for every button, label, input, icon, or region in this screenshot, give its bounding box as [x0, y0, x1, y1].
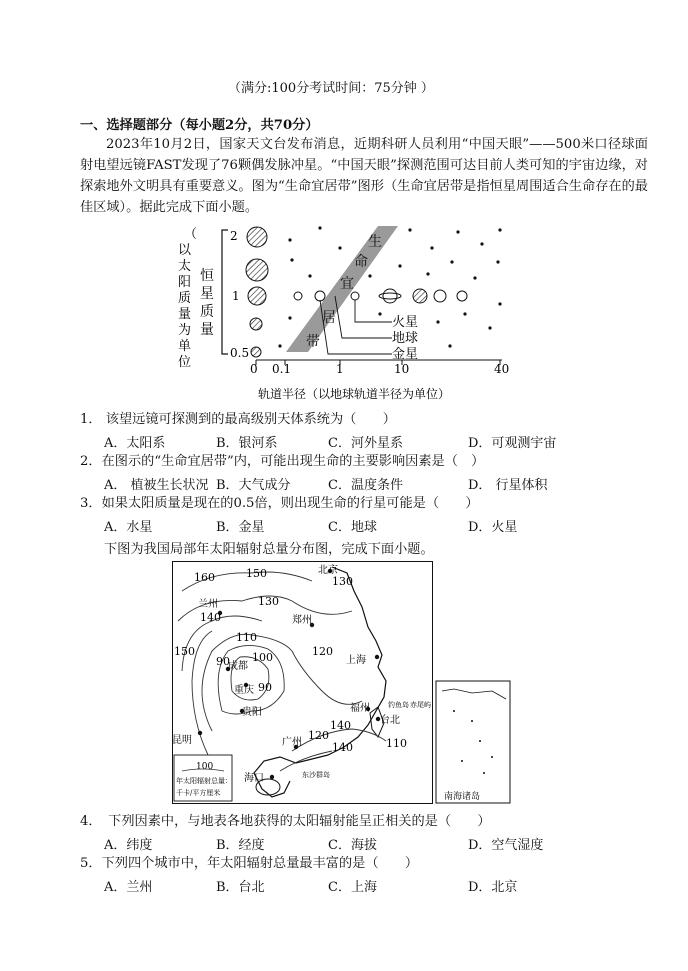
question-5-options	[104, 876, 664, 896]
isoline-value: 140	[332, 741, 353, 754]
question-2-stem: 2．在图示的“生命宜居带”内，可能出现生命的主要影响因素是（ ）	[80, 454, 485, 469]
inset-frame	[436, 681, 510, 803]
city-label: 成都	[228, 661, 248, 672]
planet-label-mars: 火星	[392, 315, 419, 330]
y-tick-05: 0.5	[230, 346, 250, 360]
y-label-char: （	[184, 227, 198, 242]
city-label: 兰州	[198, 599, 218, 610]
isoline-value: 130	[258, 595, 279, 608]
isoline-value: 90	[216, 655, 230, 668]
island-label: 赤尾屿	[410, 701, 431, 709]
habitable-zone-figure	[170, 218, 530, 408]
inset-label: 南海诸岛	[444, 792, 481, 802]
y-label-char: 质	[200, 304, 214, 320]
band-char: 生	[368, 234, 382, 250]
x-tick: 0	[250, 362, 258, 376]
option: B．金星	[216, 520, 265, 535]
option: C．海拔	[328, 838, 377, 853]
planet-label-venus: 金星	[392, 347, 419, 362]
city-label: 贵阳	[242, 707, 262, 718]
y-tick-2: 2	[230, 229, 238, 243]
y-bracket	[222, 230, 228, 354]
intro-paragraph-2: 下图为我国局部年太阳辐射总量分布图，完成下面小题。	[104, 542, 434, 557]
legend-text-line1: 年太阳辐射总量：	[176, 777, 232, 785]
option: C．河外星系	[328, 436, 403, 451]
option: D． 行星体积	[468, 478, 548, 493]
option: D．可观测宇宙	[468, 436, 557, 451]
y-label-char: 位	[178, 355, 192, 370]
question-2-options	[104, 474, 664, 494]
legend-text-line2: 千卡/平方厘米	[176, 789, 221, 797]
city-label: 北京	[318, 565, 338, 576]
x-tick: 1	[336, 362, 344, 376]
question-4-options	[104, 834, 664, 854]
isoline-value: 120	[308, 729, 329, 742]
question-1-options	[104, 432, 664, 452]
question-1-stem: 1． 该望远镜可探测到的最高级别天体系统为（ ）	[80, 412, 396, 427]
island-label: 东沙群岛	[302, 771, 330, 779]
isoline-value: 150	[174, 645, 195, 658]
y-label-char: 以	[178, 243, 192, 258]
y-label-char: 星	[200, 286, 214, 302]
section-title: 一、选择题部分（每小题2分，共70分）	[80, 118, 319, 133]
y-label-char: 量	[178, 307, 192, 322]
question-3-stem: 3．如果太阳质量是现在的0.5倍，则出现生命的行星可能是（ ）	[80, 496, 479, 511]
y-label-char: 单	[178, 339, 192, 354]
option: B．经度	[216, 838, 265, 853]
isoline-value: 90	[258, 681, 272, 694]
option: C．温度条件	[328, 478, 403, 493]
y-label-outer	[178, 227, 197, 370]
isoline-value: 120	[312, 645, 333, 658]
y-label-inner	[200, 267, 214, 338]
star-column	[246, 227, 268, 357]
solar-radiation-map	[172, 561, 512, 805]
option: A． 植被生长状况	[104, 478, 209, 493]
band-char: 居	[322, 310, 336, 326]
isoline-value: 140	[330, 719, 351, 732]
y-label-char: 质	[178, 291, 192, 306]
isoline-value: 160	[194, 571, 215, 584]
isoline-value: 130	[332, 575, 353, 588]
option: D．火星	[468, 520, 518, 535]
option: C．上海	[328, 880, 377, 895]
legend-value: 100	[196, 762, 214, 772]
x-tick: 40	[494, 362, 510, 376]
y-label-char: 为	[178, 323, 192, 338]
intro-text-1: 2023年10月2日，国家天文台发布消息，近期科研人员利用“中国天眼”——500米口径球面射电望远镜FAST发现了76颗偶发脉冲星。“中国天眼”探测范围可达目前人类可知的宇宙边缘，对探索地外文明具有重要意义。图为“生命宜居带”图形（生命宜居带是指恒星周围适合生命存在的最佳区域）。据此完成下面小题。	[80, 137, 648, 215]
option: B．银河系	[216, 436, 278, 451]
isoline-value: 110	[386, 737, 407, 750]
band-char: 带	[306, 334, 320, 350]
x-tick: 10	[394, 362, 410, 376]
option: A．水星	[104, 520, 153, 535]
option: B．台北	[216, 880, 265, 895]
city-label: 广州	[282, 737, 302, 748]
island-label: 钓鱼岛	[388, 701, 409, 709]
option: D．空气湿度	[468, 838, 544, 853]
isoline-value: 140	[200, 611, 221, 624]
y-label-char: 恒	[200, 268, 214, 284]
question-3-options	[104, 516, 664, 536]
isoline-value: 100	[252, 651, 273, 664]
exam-header: （满分:100分考试时间：75分钟 ）	[228, 81, 434, 96]
y-label-char: 太	[178, 259, 192, 274]
city-label: 海口	[244, 773, 264, 784]
question-5-stem: 5．下列四个城市中，年太阳辐射总量最丰富的是（ ）	[80, 856, 419, 871]
band-char: 宜	[340, 276, 354, 292]
city-label: 郑州	[292, 615, 312, 626]
city-label: 台北	[380, 715, 400, 726]
isoline-value: 110	[236, 631, 257, 644]
option: D．北京	[468, 880, 518, 895]
city-label: 福州	[350, 703, 370, 714]
y-label-char: 阳	[178, 275, 192, 290]
y-label-char: 量	[200, 322, 214, 338]
option: A．兰州	[104, 880, 153, 895]
option: B．大气成分	[216, 478, 291, 493]
planet-label-earth: 地球	[392, 331, 419, 346]
option: C．地球	[328, 520, 377, 535]
x-axis-label: 轨道半径（以地球轨道半径为单位）	[258, 387, 451, 401]
city-label: 上海	[346, 655, 366, 666]
option: A．太阳系	[104, 436, 166, 451]
city-label: 昆明	[172, 735, 192, 746]
y-tick-1: 1	[232, 289, 240, 303]
isoline-value: 150	[246, 567, 267, 580]
intro-paragraph-1	[80, 134, 648, 218]
band-char: 命	[354, 254, 368, 270]
option: A．纬度	[104, 838, 153, 853]
x-tick: 0.1	[272, 362, 292, 376]
question-4-stem: 4． 下列因素中，与地表各地获得的太阳辐射能呈正相关的是（ ）	[80, 814, 491, 829]
city-label: 重庆	[234, 685, 254, 696]
